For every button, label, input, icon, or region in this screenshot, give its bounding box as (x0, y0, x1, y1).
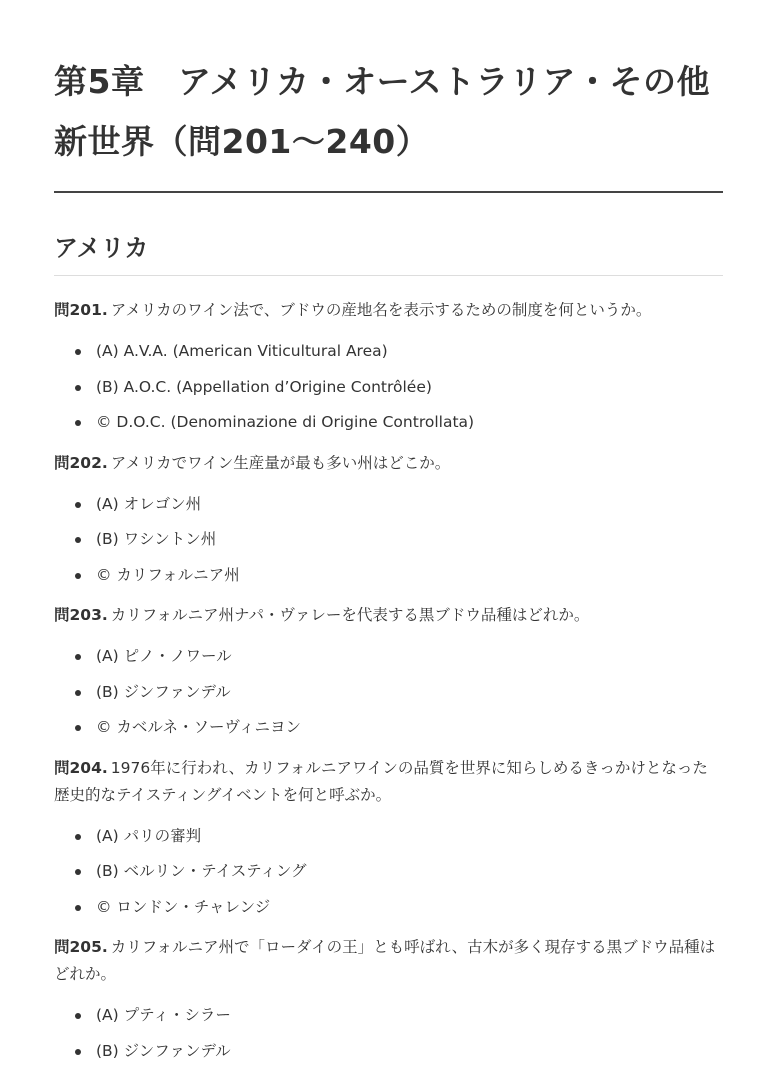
question-body: アメリカのワイン法で、ブドウの産地名を表示するための制度を何というか。 (110, 301, 652, 319)
choice-text: (A) ピノ・ノワール (96, 647, 232, 665)
chapter-title-line-1: 第5章 アメリカ・オーストラリア・その他 (54, 62, 711, 101)
choice-list (54, 639, 723, 746)
bullet-icon (75, 654, 81, 660)
question-number: 問204. (54, 758, 108, 777)
choice-text: (A) パリの審判 (96, 826, 202, 845)
question-204 (54, 755, 723, 926)
bullet-icon (75, 690, 81, 696)
bullet-icon (75, 537, 81, 543)
chapter-divider (54, 191, 723, 193)
question-body: 1976年に行われ、カリフォルニアワインの品質を世界に知らしめるきっかけとなった歴史的なテイスティングイベントを何と呼ぶか。 (54, 758, 708, 804)
choice-text: © カリフォルニア州 (96, 565, 240, 584)
question-number: 問203. (54, 606, 108, 624)
chapter-title-line-2: 新世界（問201〜240） (54, 122, 430, 161)
choice-text: (B) ジンファンデル (96, 1041, 231, 1060)
choice-text: © D.O.C. (Denominazione di Origine Controllata) (96, 413, 475, 431)
choice-text: (B) A.O.C. (Appellation d’Origine Contrôlée) (96, 377, 432, 396)
bullet-icon (75, 1049, 81, 1055)
choice-item (54, 405, 723, 441)
bullet-icon (75, 725, 81, 731)
bullet-icon (75, 869, 81, 875)
question-number: 問205. (54, 938, 108, 956)
choice-item (54, 639, 723, 675)
choice-item (54, 370, 723, 406)
choice-item (54, 890, 723, 926)
question-text (54, 934, 723, 988)
choice-text: © ロンドン・チャレンジ (96, 897, 271, 916)
choice-list (54, 998, 723, 1069)
choice-item (54, 487, 723, 523)
question-201 (54, 297, 723, 441)
choice-item (54, 1034, 723, 1070)
choice-text: (A) プティ・シラー (96, 1006, 231, 1024)
question-number: 問201. (54, 301, 108, 319)
choice-text: (A) A.V.A. (American Viticultural Area) (96, 342, 388, 360)
choice-text: (B) ワシントン州 (96, 530, 217, 548)
question-list (54, 297, 723, 1069)
question-number: 問202. (54, 453, 108, 472)
question-body: アメリカでワイン生産量が最も多い州はどこか。 (110, 453, 451, 472)
choice-item (54, 522, 723, 558)
question-text (54, 602, 723, 629)
bullet-icon (75, 905, 81, 911)
section-title: アメリカ (54, 234, 149, 262)
question-body: カリフォルニア州ナパ・ヴァレーを代表する黒ブドウ品種はどれか。 (110, 606, 590, 624)
choice-text: © カベルネ・ソーヴィニヨン (96, 718, 302, 736)
choice-list (54, 487, 723, 594)
choice-item (54, 710, 723, 746)
question-text (54, 755, 723, 809)
bullet-icon (75, 420, 81, 426)
question-text (54, 450, 723, 477)
bullet-icon (75, 502, 81, 508)
bullet-icon (75, 834, 81, 840)
choice-item (54, 334, 723, 370)
choice-list (54, 819, 723, 926)
bullet-icon (75, 385, 81, 391)
choice-text: (B) ジンファンデル (96, 682, 231, 701)
choice-item (54, 819, 723, 855)
section-divider (54, 275, 723, 276)
choice-list (54, 334, 723, 441)
question-202 (54, 450, 723, 594)
choice-item (54, 854, 723, 890)
bullet-icon (75, 349, 81, 355)
question-text (54, 297, 723, 324)
choice-item (54, 558, 723, 594)
choice-item (54, 998, 723, 1034)
bullet-icon (75, 1013, 81, 1019)
question-205 (54, 934, 723, 1069)
choice-text: (B) ベルリン・テイスティング (96, 862, 307, 880)
question-203 (54, 602, 723, 746)
chapter-title (54, 52, 723, 172)
question-body: カリフォルニア州で「ローダイの王」とも呼ばれ、古木が多く現存する黒ブドウ品種はどれか。 (54, 938, 716, 983)
bullet-icon (75, 573, 81, 579)
choice-item (54, 675, 723, 711)
choice-text: (A) オレゴン州 (96, 494, 202, 513)
